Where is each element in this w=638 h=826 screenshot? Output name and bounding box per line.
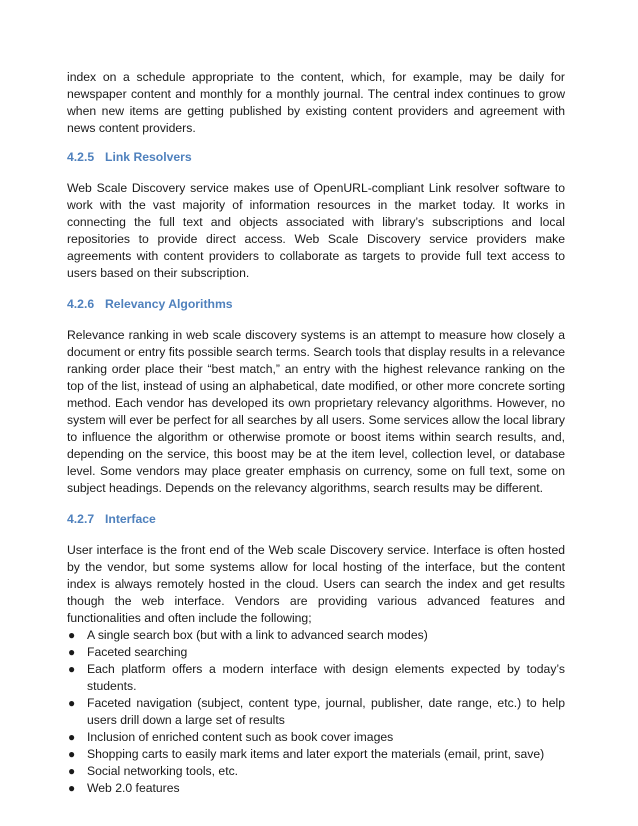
list-item-text: Social networking tools, etc. <box>87 764 239 778</box>
section-number: 4.2.7 <box>67 512 95 526</box>
section-title: Interface <box>105 512 156 526</box>
section-title: Link Resolvers <box>105 150 192 164</box>
list-item <box>67 746 565 763</box>
section-heading-relevancy-algorithms <box>67 296 565 313</box>
list-item-text: Web 2.0 features <box>87 781 180 795</box>
bullet-icon: ● <box>68 696 76 710</box>
bullet-icon: ● <box>68 730 76 744</box>
bullet-icon: ● <box>68 764 76 778</box>
intro-paragraph: index on a schedule appropriate to the content, which, for example, may be daily for newspaper content and monthly for a monthly journal. The central index continues to grow when new items are getting published by existing content providers and agreement with news content providers. <box>67 70 565 135</box>
list-item-text: Inclusion of enriched content such as book cover images <box>87 730 394 744</box>
list-item <box>67 695 565 729</box>
bullet-icon: ● <box>68 628 76 642</box>
bullet-icon: ● <box>68 747 76 761</box>
bullet-icon: ● <box>68 662 76 676</box>
interface-paragraph: User interface is the front end of the Web scale Discovery service. Interface is often hosted by the vendor, but some systems allow for local hosting of the interface, but the content index is always remotely hosted in the cloud. Users can search the index and get results though the web interface. Vendors are providing various advanced features and functionalities and often include the following; <box>67 543 565 625</box>
list-item-text: Faceted navigation (subject, content type, journal, publisher, date range, etc.) to help users drill down a large set of results <box>87 696 565 727</box>
section-heading-link-resolvers <box>67 149 565 166</box>
list-item-text: Faceted searching <box>87 645 188 659</box>
list-item <box>67 661 565 695</box>
list-item-text: Shopping carts to easily mark items and later export the materials (email, print, save) <box>87 747 545 761</box>
list-item <box>67 763 565 780</box>
document-page <box>67 69 565 797</box>
section-heading-interface <box>67 511 565 528</box>
list-item <box>67 627 565 644</box>
section-title: Relevancy Algorithms <box>105 297 233 311</box>
bullet-icon: ● <box>68 781 76 795</box>
section-number: 4.2.6 <box>67 297 95 311</box>
relevancy-algorithms-paragraph: Relevance ranking in web scale discovery systems is an attempt to measure how closely a document or entry fits possible search terms. Search tools that display results in a relevance ranking order place their “best match,” an entry with the highest relevance ranking on the top of the list, instead of using an alphabetical, date modified, or other more concrete sorting method. Each vendor has developed its own proprietary relevancy algorithms. However, no system will ever be perfect for all searches by all users. Some services allow the local library to influence the algorithm or otherwise promote or boost items within search results, and, depending on the service, this boost may be at the item level, collection level, or database level. Some vendors may place greater emphasis on currency, some on full text, some on subject headings. Depends on the relevancy algorithms, search results may be different. <box>67 328 565 495</box>
list-item <box>67 780 565 797</box>
list-item <box>67 644 565 661</box>
link-resolvers-paragraph: Web Scale Discovery service makes use of OpenURL-compliant Link resolver software to work with the vast majority of information resources in the market today. It works in connecting the full text and objects associated with library’s subscriptions and local repositories to provide direct access. Web Scale Discovery service providers make agreements with content providers to collaborate as targets to provide full text access to users based on their subscription. <box>67 181 565 280</box>
bullet-icon: ● <box>68 645 76 659</box>
section-number: 4.2.5 <box>67 150 95 164</box>
list-item-text: Each platform offers a modern interface with design elements expected by today’s students. <box>87 662 565 693</box>
feature-list <box>67 627 565 797</box>
list-item-text: A single search box (but with a link to advanced search modes) <box>87 628 428 642</box>
list-item <box>67 729 565 746</box>
